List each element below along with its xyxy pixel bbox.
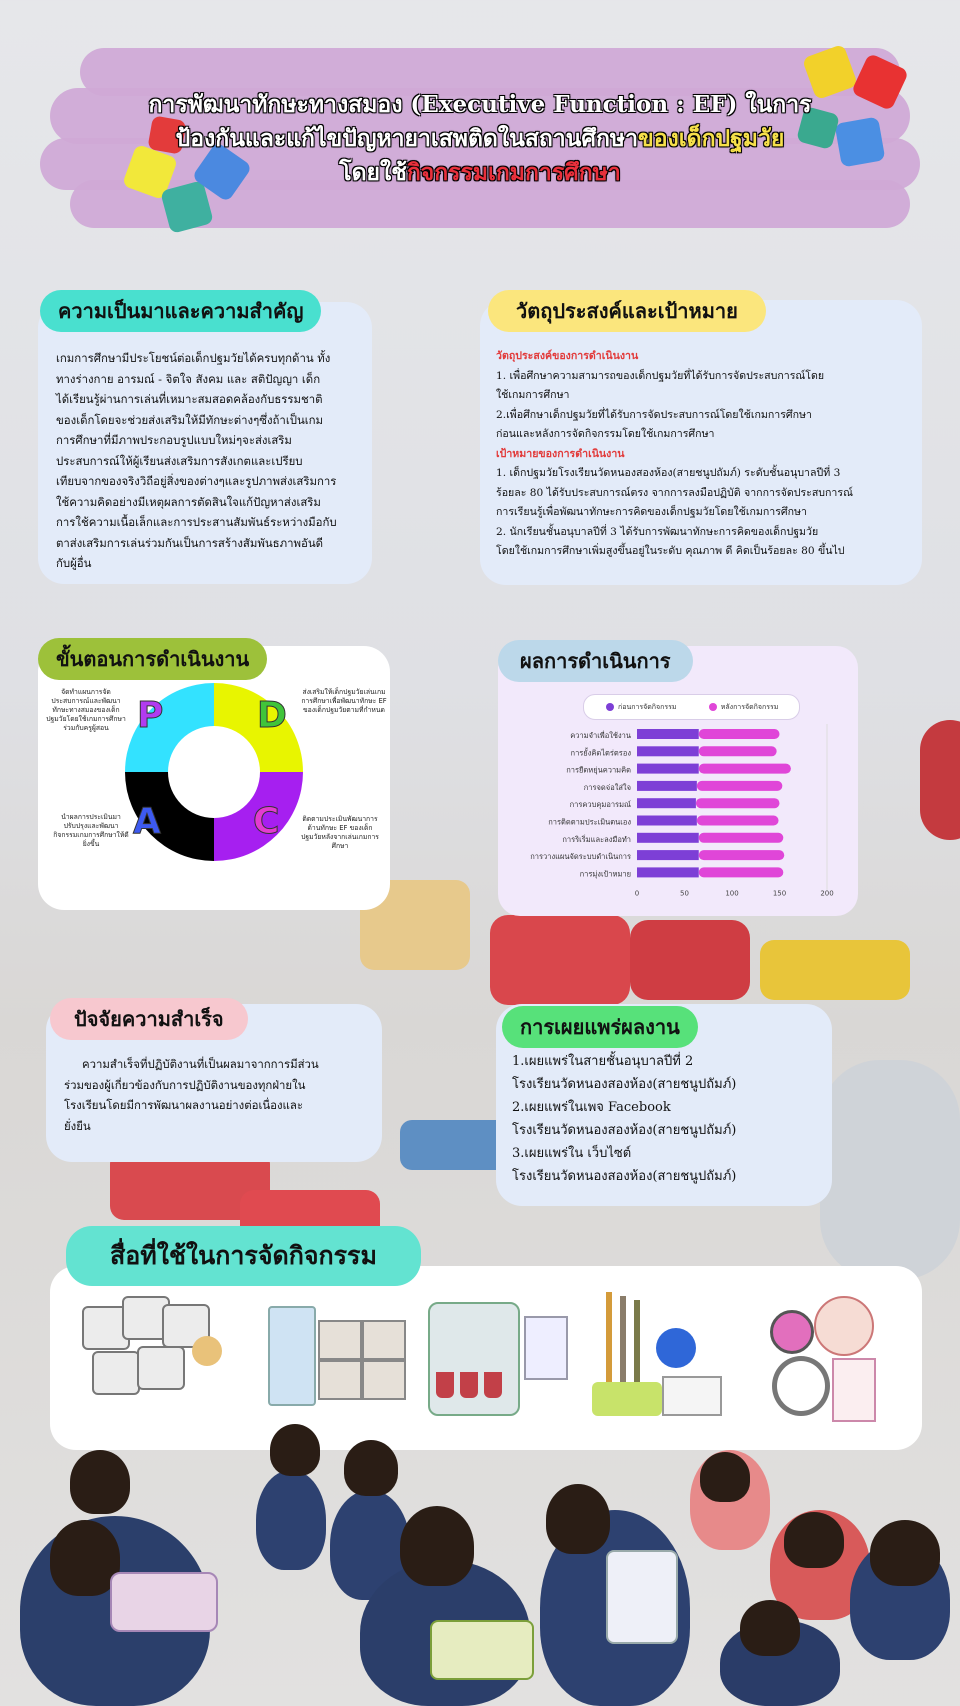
chart-bar-after: [699, 746, 777, 756]
legend-swatch-after: [709, 703, 717, 711]
background-line: กับผู้อื่น: [56, 556, 92, 570]
background-line: ใช้ความคิดอย่างมีเหตุผลการตัดสินใจแก้ปัญหาส่งเสริม: [56, 494, 321, 509]
chart-bar-before: [637, 816, 697, 826]
chart-bar-before: [637, 798, 696, 808]
chart-category-label: ความจำเพื่อใช้งาน: [570, 731, 631, 740]
pdca-a-text: นำผลการประเมินมาปรับปรุงและพัฒนากิจกรรมเกมการศึกษาให้ดียิ่งขึ้น: [53, 813, 129, 848]
dissemination-heading: การเผยแพร่ผลงาน: [502, 1006, 698, 1048]
objectives-subheading: วัตถุประสงค์ของการดำเนินงาน: [496, 350, 639, 362]
chart-category-label: การยืดหยุ่นความคิด: [566, 765, 631, 775]
title-line-2: ป้องกันและแก้ไขปัญหายาเสพติดในสถานศึกษา: [175, 125, 638, 152]
chart-x-tick-label: 50: [680, 889, 689, 898]
chart-category-label: การจดจ่อใส่ใจ: [583, 782, 631, 792]
page-title: [70, 88, 890, 190]
pdca-letter-a: A: [133, 801, 161, 842]
background-line: ประสบการณ์ให้ผู้เรียนส่งเสริมการสังเกตและเปรียบ: [56, 453, 303, 468]
chart-bar-before: [637, 781, 697, 791]
pdca-letter-d: D: [257, 695, 287, 736]
background-text: [56, 348, 366, 574]
goal-line: โดยใช้เกมการศึกษาเพิ่มสูงขึ้นอยู่ในระดับ คุณภาพ ดี คิดเป็นร้อยละ 80 ขึ้นไป: [496, 545, 845, 557]
chart-bar-before: [637, 729, 699, 739]
procedure-heading: ขั้นตอนการดำเนินงาน: [38, 638, 267, 680]
goal-line: 2. นักเรียนชั้นอนุบาลปีที่ 3 ได้รับการพัฒนาทักษะการคิดของเด็กปฐมวัย: [496, 525, 819, 538]
materials-heading: สื่อที่ใช้ในการจัดกิจกรรม: [66, 1226, 421, 1286]
material-stick-board-image: [592, 1292, 722, 1424]
chart-category-label: การติดตามประเมินตนเอง: [548, 817, 631, 827]
title-highlight-red: กิจกรรมเกมการศึกษา: [406, 159, 621, 186]
chart-bar-before: [637, 867, 699, 877]
chart-category-label: การควบคุมอารมณ์: [569, 800, 631, 810]
background-line: ตาส่งเสริมการเล่นร่วมกันเป็นการสร้างสัมพันธภาพอันดี: [56, 535, 324, 550]
background-line: เกมการศึกษามีประโยชน์ต่อเด็กปฐมวัยได้ครบทุกด้าน ทั้ง: [56, 351, 331, 365]
chart-category-label: การยั้งคิดไตร่ตรอง: [570, 748, 631, 758]
material-boy-girl-board-image: [268, 1306, 404, 1402]
chart-bar-before: [637, 833, 699, 843]
results-bar-chart: [505, 720, 845, 915]
goal-line: การเรียนรู้เพื่อพัฒนาทักษะการคิดของเด็กปฐมวัยโดยใช้เกมการศึกษา: [496, 506, 807, 518]
chart-x-tick-label: 150: [772, 889, 787, 898]
success-line: โรงเรียนโดยมีการพัฒนาผลงานอย่างต่อเนื่องและ: [64, 1098, 303, 1112]
success-line: ความสำเร็จที่ปฏิบัติงานที่เป็นผลมาจากการมีส่วน: [82, 1057, 319, 1071]
dissemination-line: โรงเรียนวัดหนองสองห้อง(สายชนูปถัมภ์): [512, 1077, 737, 1092]
objectives-text: [496, 347, 916, 562]
success-text: [64, 1054, 370, 1136]
title-line-3: โดยใช้: [339, 159, 407, 186]
chart-bar-after: [699, 850, 785, 860]
dissemination-line: 3.เผยแพร่ใน เว็บไซต์: [512, 1146, 632, 1161]
material-wheel-mirror-image: [770, 1296, 900, 1422]
pdca-p-text: จัดทำแผนการจัดประสบการณ์และพัฒนาทักษะทางสมองของเด็กปฐมวัยโดยใช้เกมการศึกษา ร่วมกับครูผู้สอน: [46, 688, 126, 732]
chart-bar-after: [699, 833, 784, 843]
background-line: ทางร่างกาย อารมณ์ - จิตใจ สังคม และ สติปัญญา เด็ก: [56, 371, 321, 386]
title-highlight-yellow: ของเด็กปฐมวัย: [638, 125, 785, 152]
background-heading: ความเป็นมาและความสำคัญ: [40, 290, 321, 332]
chart-bar-after: [697, 816, 779, 826]
dissemination-line: 1.เผยแพร่ในสายชั้นอนุบาลปีที่ 2: [512, 1054, 694, 1069]
goal-line: ร้อยละ 80 ได้รับประสบการณ์ตรง จากการลงมือปฏิบัติ จากการจัดประสบการณ์: [496, 486, 853, 499]
chart-bar-before: [637, 746, 699, 756]
chart-bar-after: [699, 729, 780, 739]
pdca-letter-p: P: [137, 695, 164, 736]
dissemination-text: [512, 1050, 824, 1188]
chart-category-label: การมุ่งเป้าหมาย: [579, 869, 631, 879]
legend-label-before: ก่อนการจัดกิจกรรม: [618, 703, 677, 711]
chart-x-tick-label: 0: [634, 889, 640, 898]
objective-line: ก่อนและหลังการจัดกิจกรรมโดยใช้เกมการศึกษา: [496, 428, 715, 440]
dissemination-line: โรงเรียนวัดหนองสองห้อง(สายชนูปถัมภ์): [512, 1123, 737, 1138]
material-glasses-board-image: [428, 1302, 568, 1420]
chart-x-tick-label: 100: [725, 889, 739, 898]
chart-legend: [583, 694, 800, 720]
success-heading: ปัจจัยความสำเร็จ: [50, 998, 248, 1040]
pdca-letter-c: C: [253, 801, 280, 842]
chart-bar-after: [699, 867, 784, 877]
success-line: ร่วมของผู้เกี่ยวข้องกับการปฏิบัติงานของทุกฝ่ายใน: [64, 1077, 306, 1092]
objective-line: 1. เพื่อศึกษาความสามารถของเด็กปฐมวัยที่ได้รับการจัดประสบการณ์โดย: [496, 369, 825, 382]
legend-label-after: หลังการจัดกิจกรรม: [720, 703, 779, 711]
background-line: การศึกษาที่มีภาพประกอบรูปแบบใหม่ๆจะส่งเสริม: [56, 433, 292, 447]
objective-line: 2.เพื่อศึกษาเด็กปฐมวัยที่ได้รับการจัดประสบการณ์โดยใช้เกมการศึกษา: [496, 408, 812, 421]
results-heading: ผลการดำเนินการ: [498, 640, 693, 682]
success-line: ยั่งยืน: [64, 1118, 91, 1133]
background-line: เทียบจากของจริงวิถีอยู่สิ่งของต่างๆและรูปภาพส่งเสริมการ: [56, 474, 337, 488]
dissemination-line: โรงเรียนวัดหนองสองห้อง(สายชนูปถัมภ์): [512, 1169, 737, 1184]
background-line: ของเด็กโดยจะช่วยส่งเสริมให้มีทักษะต่างๆซึ่งถ้าเป็นเกม: [56, 412, 324, 427]
chart-x-tick-label: 200: [820, 889, 834, 898]
chart-bar-after: [697, 781, 783, 791]
background-line: การใช้ความเนื้อเล็กและการประสานสัมพันธ์ระหว่างมือกับ: [56, 515, 337, 529]
background-line: ได้เรียนรู้ผ่านการเล่นที่เหมาะสมสอดคล้องกับธรรมชาติ: [56, 392, 323, 406]
chart-category-label: การวางแผนจัดระบบดำเนินการ: [530, 852, 631, 862]
chart-bar-after: [696, 798, 780, 808]
chart-bar-after: [699, 764, 791, 774]
material-card-set-image: [82, 1296, 232, 1400]
pdca-cycle: [125, 683, 303, 861]
pdca-d-text: ส่งเสริมให้เด็กปฐมวัยเล่นเกมการศึกษาเพื่อพัฒนาทักษะ EF ของเด็กปฐมวัยตามที่กำหนด: [301, 688, 387, 714]
goal-line: 1. เด็กปฐมวัยโรงเรียนวัดหนองสองห้อง(สายชนูปถัมภ์) ระดับชั้นอนุบาลปีที่ 3: [496, 467, 841, 479]
pdca-c-text: ติดตามประเมินพัฒนาการด้านทักษะ EF ของเด็กปฐมวัยหลังจากเล่นเกมการศึกษา: [301, 815, 379, 850]
chart-category-label: การริเริ่มและลงมือทำ: [562, 834, 631, 844]
chart-bar-before: [637, 850, 699, 860]
dissemination-line: 2.เผยแพร่ในเพจ Facebook: [512, 1100, 671, 1115]
objective-line: ใช้เกมการศึกษา: [496, 389, 570, 401]
objectives-heading: วัตถุประสงค์และเป้าหมาย: [488, 290, 766, 332]
goals-subheading: เป้าหมายของการดำเนินงาน: [496, 447, 625, 460]
chart-bar-before: [637, 764, 699, 774]
title-line-1: การพัฒนาทักษะทางสมอง (Executive Function : EF) ในการ: [148, 91, 812, 118]
legend-swatch-before: [606, 703, 614, 711]
